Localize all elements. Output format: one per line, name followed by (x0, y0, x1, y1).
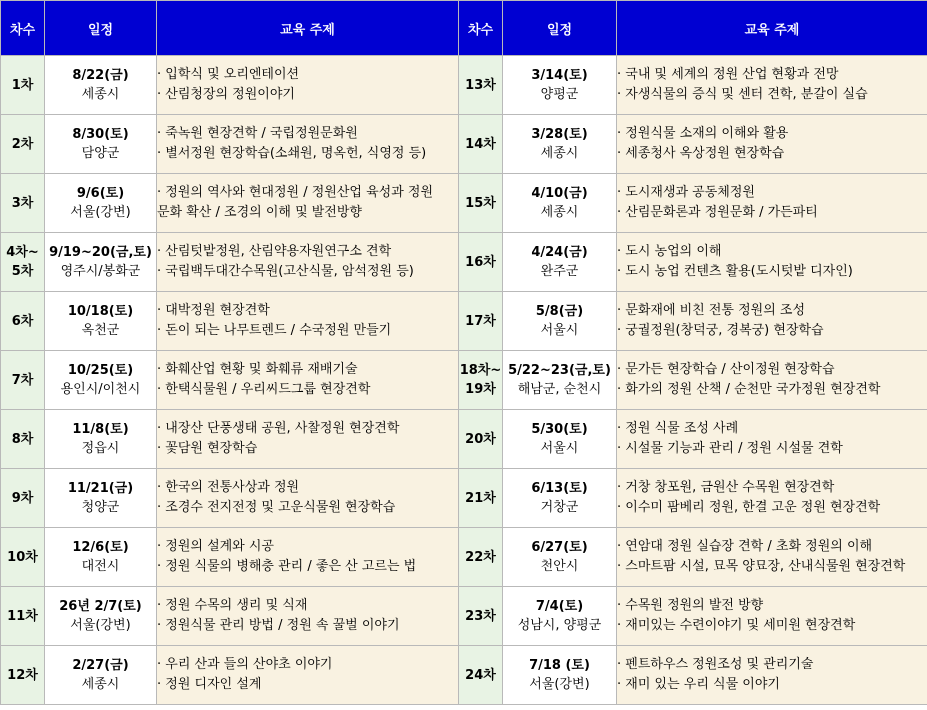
schedule-date: 26년 2/7(토) (59, 599, 142, 614)
table-row (1, 646, 927, 705)
topic-line: · 이수미 팜베리 정원, 한결 고운 정원 현장견학 (617, 500, 881, 515)
topic-cell (157, 56, 459, 115)
round-label: 16차 (465, 254, 496, 270)
schedule-date: 11/21(금) (67, 481, 134, 496)
topic-line: · 정원 식물 조성 사례 (617, 421, 739, 436)
topic-line: · 자생식물의 증식 및 센터 견학, 분갈이 실습 (617, 87, 868, 102)
round-label: 17차 (465, 313, 496, 329)
schedule-place: 청양군 (81, 500, 120, 515)
schedule-place: 세종시 (81, 87, 120, 102)
schedule-date: 2/27(금) (72, 658, 129, 673)
schedule-date: 5/22~23(금,토) (508, 363, 611, 378)
topic-cell (617, 587, 927, 646)
schedule-place: 천안시 (540, 559, 579, 574)
header-round-right: 차수 (459, 1, 503, 56)
round-label: 5차 (11, 264, 34, 279)
round-label: 20차 (465, 431, 496, 447)
schedule-place: 서울(강변) (70, 205, 131, 220)
schedule-date: 10/18(토) (67, 304, 134, 319)
schedule-place: 서울(강변) (70, 618, 131, 633)
schedule-cell (503, 646, 617, 705)
topic-line: 문화 확산 / 조경의 이해 및 발전방향 (157, 205, 362, 220)
round-label: 6차 (11, 313, 34, 329)
topic-cell (617, 646, 927, 705)
table-row (1, 233, 927, 292)
round-cell (459, 469, 503, 528)
schedule-date: 7/18 (토) (529, 658, 590, 673)
topic-line: · 돈이 되는 나무트렌드 / 수국정원 만들기 (157, 323, 392, 338)
topic-cell (157, 351, 459, 410)
schedule-cell (503, 587, 617, 646)
round-label: 1차 (11, 77, 34, 93)
topic-cell (157, 174, 459, 233)
round-cell (459, 174, 503, 233)
topic-line: · 거창 창포원, 금원산 수목원 현장견학 (617, 480, 835, 495)
schedule-place: 대전시 (81, 559, 120, 574)
schedule-date: 6/27(토) (531, 540, 588, 555)
round-label: 4차~ (6, 245, 39, 260)
topic-cell (157, 410, 459, 469)
topic-line: · 재미 있는 우리 식물 이야기 (617, 677, 780, 692)
topic-line: · 정원식물 관리 방법 / 정원 속 꿀벌 이야기 (157, 618, 400, 633)
schedule-place: 영주시/봉화군 (60, 264, 141, 279)
round-cell (459, 115, 503, 174)
round-cell (459, 587, 503, 646)
round-cell (459, 292, 503, 351)
schedule-place: 해남군, 순천시 (517, 382, 602, 397)
round-cell (459, 351, 503, 410)
round-label: 7차 (11, 372, 34, 388)
round-cell (1, 233, 45, 292)
schedule-cell (45, 587, 157, 646)
round-label: 15차 (465, 195, 496, 211)
topic-line: · 한국의 전통사상과 정원 (157, 480, 300, 495)
topic-line: · 펜트하우스 정원조성 및 관리기술 (617, 657, 814, 672)
schedule-cell (45, 233, 157, 292)
schedule-cell (45, 646, 157, 705)
schedule-date: 10/25(토) (67, 363, 134, 378)
topic-line: · 스마트팜 시설, 묘목 양묘장, 산내식물원 현장견학 (617, 559, 906, 574)
schedule-cell (45, 115, 157, 174)
topic-cell (157, 292, 459, 351)
topic-line: · 우리 산과 들의 산야초 이야기 (157, 657, 333, 672)
topic-line: · 정원식물 소재의 이해와 활용 (617, 126, 789, 141)
topic-line: · 국립백두대간수목원(고산식물, 암석정원 등) (157, 264, 414, 279)
schedule-date: 4/24(금) (531, 245, 588, 260)
schedule-date: 5/8(금) (535, 304, 584, 319)
topic-line: · 문가든 현장학습 / 산이정원 현장학습 (617, 362, 835, 377)
round-label: 13차 (465, 77, 496, 93)
topic-line: · 산림텃밭정원, 산림약용자원연구소 견학 (157, 244, 392, 259)
topic-line: · 산림청장의 정원이야기 (157, 87, 295, 102)
round-label: 14차 (465, 136, 496, 152)
topic-line: · 내장산 단풍생태 공원, 사찰정원 현장견학 (157, 421, 400, 436)
schedule-place: 서울(강변) (529, 677, 590, 692)
topic-line: · 정원 식물의 병해충 관리 / 좋은 산 고르는 법 (157, 559, 417, 574)
header-topic-right: 교육 주제 (617, 1, 927, 56)
schedule-place: 성남시, 양평군 (517, 618, 602, 633)
schedule-date: 9/6(토) (76, 186, 125, 201)
schedule-cell (45, 174, 157, 233)
schedule-place: 거창군 (540, 500, 579, 515)
topic-line: · 도시 농업의 이해 (617, 244, 722, 259)
topic-line: · 수목원 정원의 발전 방향 (617, 598, 764, 613)
schedule-place: 옥천군 (81, 323, 120, 338)
schedule-place: 세종시 (81, 677, 120, 692)
schedule-place: 정읍시 (81, 441, 120, 456)
header-row (1, 1, 927, 56)
schedule-date: 3/14(토) (531, 68, 588, 83)
schedule-cell (503, 233, 617, 292)
round-cell (459, 646, 503, 705)
schedule-date: 9/19~20(금,토) (49, 245, 152, 260)
topic-cell (617, 174, 927, 233)
topic-line: · 산림문화론과 정원문화 / 가든파티 (617, 205, 818, 220)
round-cell (1, 410, 45, 469)
schedule-date: 12/6(토) (72, 540, 129, 555)
topic-cell (617, 469, 927, 528)
topic-line: · 별서정원 현장학습(소쇄원, 명옥헌, 식영정 등) (157, 146, 427, 161)
round-label: 21차 (465, 490, 496, 506)
topic-line: · 조경수 전지전정 및 고운식물원 현장학습 (157, 500, 396, 515)
round-cell (1, 469, 45, 528)
schedule-date: 8/30(토) (72, 127, 129, 142)
round-cell (1, 587, 45, 646)
header-date-right: 일정 (503, 1, 617, 56)
schedule-place: 완주군 (540, 264, 579, 279)
schedule-place: 용인시/이천시 (60, 382, 141, 397)
topic-line: · 정원의 설계와 시공 (157, 539, 274, 554)
schedule-cell (503, 56, 617, 115)
topic-cell (617, 292, 927, 351)
topic-cell (157, 115, 459, 174)
topic-line: · 정원 디자인 설계 (157, 677, 262, 692)
schedule-place: 담양군 (81, 146, 120, 161)
schedule-place: 세종시 (540, 146, 579, 161)
schedule-date: 5/30(토) (531, 422, 588, 437)
table-row (1, 410, 927, 469)
schedule-cell (45, 410, 157, 469)
schedule-cell (503, 410, 617, 469)
topic-line: · 도시재생과 공동체정원 (617, 185, 755, 200)
topic-line: · 궁궐정원(창덕궁, 경복궁) 현장학습 (617, 323, 824, 338)
schedule-cell (503, 469, 617, 528)
header-topic-left: 교육 주제 (157, 1, 459, 56)
table-row (1, 351, 927, 410)
table-row (1, 469, 927, 528)
round-label: 10차 (7, 549, 38, 565)
round-label: 12차 (7, 667, 38, 683)
topic-line: · 문화재에 비친 전통 정원의 조성 (617, 303, 806, 318)
header-round-left: 차수 (1, 1, 45, 56)
topic-line: · 정원의 역사와 현대정원 / 정원산업 육성과 정원 (157, 185, 434, 200)
round-cell (459, 528, 503, 587)
round-label: 9차 (11, 490, 34, 506)
topic-line: · 한택식물원 / 우리씨드그룹 현장견학 (157, 382, 371, 397)
round-cell (1, 56, 45, 115)
topic-cell (157, 646, 459, 705)
topic-line: · 재미있는 수련이야기 및 세미원 현장견학 (617, 618, 856, 633)
topic-cell (617, 528, 927, 587)
topic-cell (157, 233, 459, 292)
topic-line: · 입학식 및 오리엔테이션 (157, 67, 300, 82)
round-cell (1, 351, 45, 410)
topic-cell (617, 351, 927, 410)
schedule-cell (45, 351, 157, 410)
header-date-left: 일정 (45, 1, 157, 56)
topic-cell (617, 233, 927, 292)
topic-line: · 화가의 정원 산책 / 순천만 국가정원 현장견학 (617, 382, 881, 397)
round-label: 23차 (465, 608, 496, 624)
table-row (1, 292, 927, 351)
round-label: 8차 (11, 431, 34, 447)
schedule-cell (45, 528, 157, 587)
round-cell (459, 233, 503, 292)
topic-line: · 국내 및 세계의 정원 산업 현황과 전망 (617, 67, 839, 82)
round-cell (1, 292, 45, 351)
round-cell (459, 410, 503, 469)
topic-line: · 도시 농업 컨텐츠 활용(도시텃밭 디자인) (617, 264, 853, 279)
topic-line: · 화훼산업 현황 및 화훼류 재배기술 (157, 362, 358, 377)
topic-cell (157, 469, 459, 528)
schedule-cell (45, 292, 157, 351)
schedule-cell (503, 528, 617, 587)
schedule-date: 8/22(금) (72, 68, 129, 83)
table-row (1, 115, 927, 174)
topic-line: · 세종청사 옥상정원 현장학습 (617, 146, 785, 161)
round-cell (1, 528, 45, 587)
schedule-date: 3/28(토) (531, 127, 588, 142)
table-row (1, 174, 927, 233)
schedule-date: 4/10(금) (531, 186, 588, 201)
schedule-date: 11/8(토) (72, 422, 129, 437)
topic-line: · 대박정원 현장견학 (157, 303, 270, 318)
table-row (1, 56, 927, 115)
round-cell (459, 56, 503, 115)
topic-cell (157, 528, 459, 587)
round-cell (1, 115, 45, 174)
schedule-place: 양평군 (540, 87, 579, 102)
topic-line: · 죽녹원 현장견학 / 국립정원문화원 (157, 126, 358, 141)
round-label: 2차 (11, 136, 34, 152)
table-row (1, 528, 927, 587)
round-cell (1, 174, 45, 233)
topic-cell (157, 587, 459, 646)
schedule-cell (503, 115, 617, 174)
schedule-cell (503, 351, 617, 410)
schedule-date: 7/4(토) (535, 599, 584, 614)
topic-cell (617, 410, 927, 469)
schedule-place: 서울시 (540, 441, 579, 456)
topic-line: · 정원 수목의 생리 및 식재 (157, 598, 308, 613)
topic-line: · 꽃담원 현장학습 (157, 441, 258, 456)
schedule-cell (503, 292, 617, 351)
round-label: 22차 (465, 549, 496, 565)
schedule-place: 서울시 (540, 323, 579, 338)
schedule-cell (503, 174, 617, 233)
round-label: 24차 (465, 667, 496, 683)
round-cell (1, 646, 45, 705)
schedule-date: 6/13(토) (531, 481, 588, 496)
round-label: 3차 (11, 195, 34, 211)
round-label: 11차 (7, 608, 38, 624)
round-label: 18차~ (459, 363, 502, 378)
schedule-cell (45, 56, 157, 115)
schedule-cell (45, 469, 157, 528)
round-label: 19차 (465, 382, 496, 397)
topic-line: · 연암대 정원 실습장 견학 / 초화 정원의 이해 (617, 539, 873, 554)
topic-cell (617, 56, 927, 115)
topic-cell (617, 115, 927, 174)
table-row (1, 587, 927, 646)
topic-line: · 시설물 기능과 관리 / 정원 시설물 견학 (617, 441, 843, 456)
schedule-place: 세종시 (540, 205, 579, 220)
